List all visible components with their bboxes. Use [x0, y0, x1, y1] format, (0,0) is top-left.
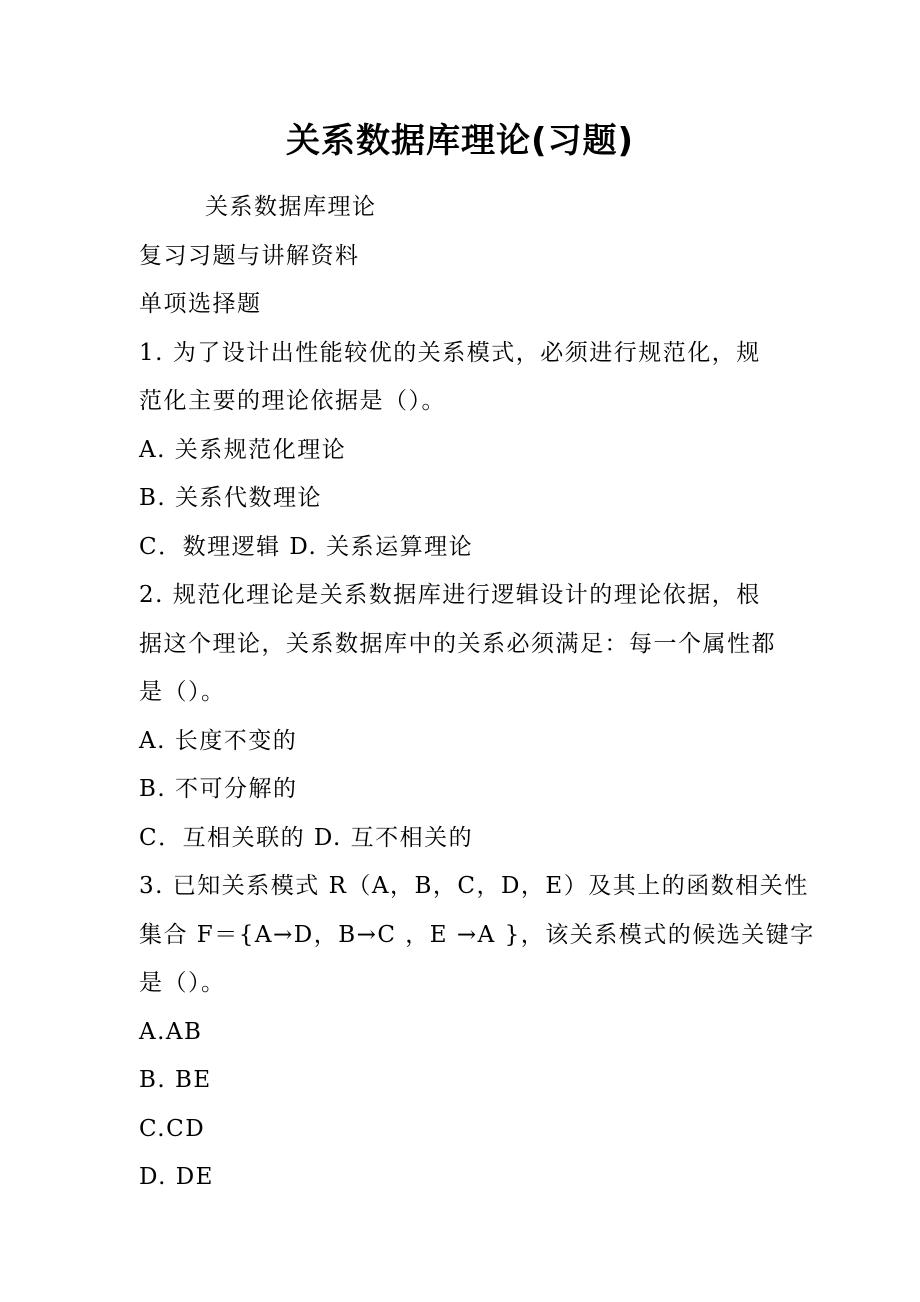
question-3-option-a: A.AB [139, 1018, 203, 1045]
question-2-line-1: 2. 规范化理论是关系数据库进行逻辑设计的理论依据，根 [139, 582, 761, 608]
question-2-option-cd: C．互相关联的 D. 互不相关的 [139, 824, 474, 851]
question-2-line-2: 据这个理论，关系数据库中的关系必须满足：每一个属性都 [139, 630, 776, 657]
question-1-option-cd: C．数理逻辑 D. 关系运算理论 [139, 533, 474, 560]
question-3-option-d: D. DE [139, 1164, 214, 1190]
question-2-option-a: A. 长度不变的 [139, 727, 298, 754]
question-1-option-a: A. 关系规范化理论 [139, 436, 347, 463]
subtitle: 复习习题与讲解资料 [139, 242, 360, 269]
section-heading: 单项选择题 [139, 291, 262, 317]
question-2-option-b: B. 不可分解的 [139, 776, 298, 802]
question-1-line-1: 1. 为了设计出性能较优的关系模式，必须进行规范化，规 [139, 339, 761, 366]
question-2-line-3: 是（）。 [139, 679, 226, 705]
question-3-option-b: B. BE [139, 1067, 212, 1093]
question-3-option-c: C.CD [139, 1115, 206, 1142]
question-1-option-b: B. 关系代数理论 [139, 485, 323, 511]
question-3-line-1: 3. 已知关系模式 R（A，B，C，D，E）及其上的函数相关性 [139, 873, 809, 899]
document-title: 关系数据库理论(习题) [285, 121, 635, 161]
section-title: 关系数据库理论 [205, 194, 377, 220]
document-body [139, 183, 815, 1202]
question-3-line-3: 是（）。 [139, 970, 226, 996]
question-3-line-2: 集合 F＝{A→D，B→C ，E →A }，该关系模式的候选关键字 [139, 921, 815, 948]
question-1-line-2: 范化主要的理论依据是（）。 [139, 388, 446, 414]
